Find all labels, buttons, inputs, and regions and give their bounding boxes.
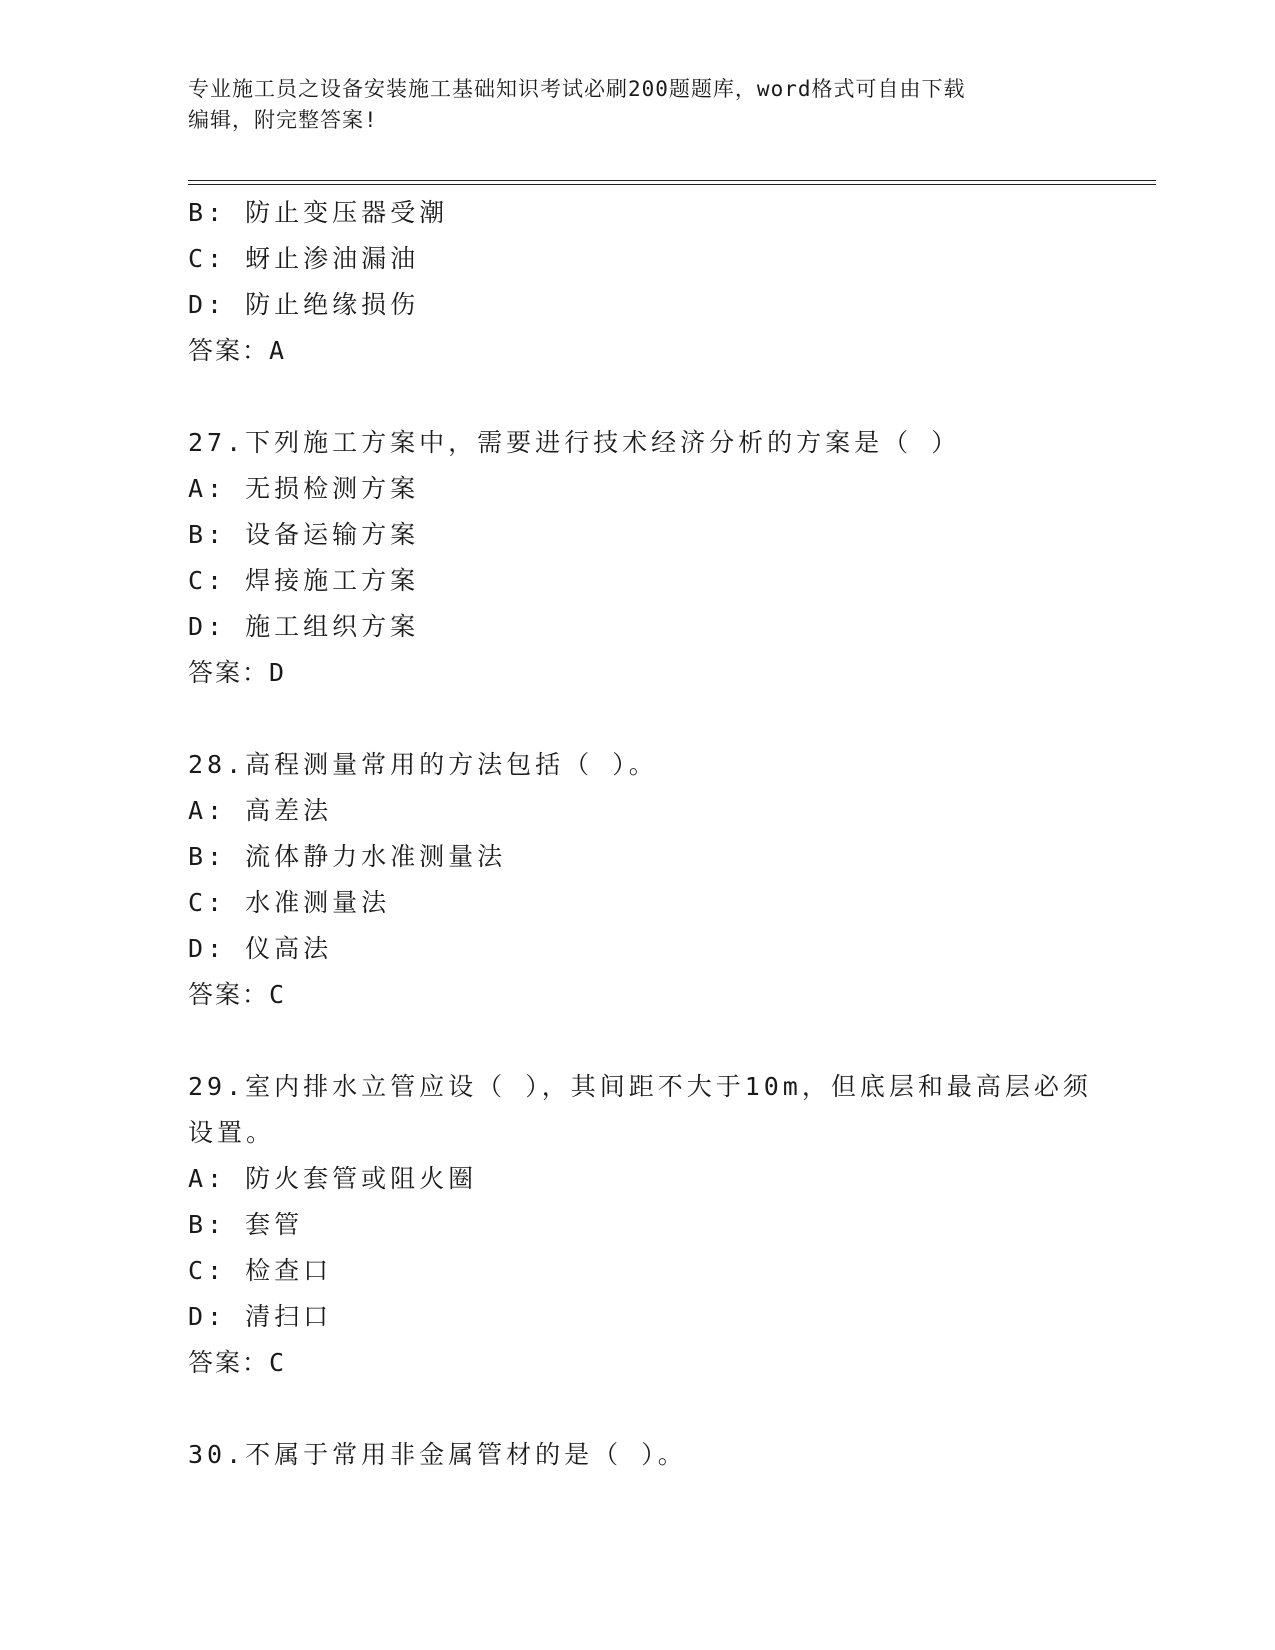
spacer: [188, 374, 1148, 420]
header-divider-top: [188, 180, 1156, 181]
option-c: C: 焊接施工方案: [188, 566, 420, 595]
answer-value: D: [269, 658, 287, 687]
header-divider-bottom: [188, 184, 1156, 185]
spacer: [188, 1386, 1148, 1432]
question-stem: 28.高程测量常用的方法包括（ ）。: [188, 750, 658, 779]
answer: 答案：A: [188, 336, 287, 365]
header-line-2: 编辑，附完整答案!: [188, 108, 378, 132]
question-30: [188, 1432, 1148, 1478]
option-a: A: 无损检测方案: [188, 474, 420, 503]
answer-value: C: [269, 980, 287, 1009]
question-list: [188, 190, 1148, 1478]
question-27: [188, 420, 1148, 696]
option-b: B: 设备运输方案: [188, 520, 420, 549]
option-b: B: 防止变压器受潮: [188, 198, 449, 227]
question-26-tail: [188, 190, 1148, 374]
answer: 答案：C: [188, 980, 287, 1009]
answer-value: A: [269, 336, 287, 365]
option-a: A: 防火套管或阻火圈: [188, 1164, 478, 1193]
question-28: [188, 742, 1148, 1018]
option-d: D: 仪高法: [188, 934, 333, 963]
question-stem: 30.不属于常用非金属管材的是（ ）。: [188, 1440, 687, 1469]
question-stem: 27.下列施工方案中，需要进行技术经济分析的方案是（ ）: [188, 428, 961, 457]
spacer: [188, 696, 1148, 742]
question-stem-line-1: 29.室内排水立管应设（ ），其间距不大于10m，但底层和最高层必须: [188, 1072, 1092, 1101]
header-line-1: 专业施工员之设备安装施工基础知识考试必刷200题题库，word格式可自由下载: [188, 77, 966, 101]
question-stem-line-2: 设置。: [188, 1118, 276, 1147]
option-a: A: 高差法: [188, 796, 333, 825]
option-d: D: 清扫口: [188, 1302, 333, 1331]
option-c: C: 蚜止渗油漏油: [188, 244, 420, 273]
option-c: C: 检查口: [188, 1256, 333, 1285]
option-b: B: 流体静力水准测量法: [188, 842, 507, 871]
answer: 答案：C: [188, 1348, 287, 1377]
spacer: [188, 1018, 1148, 1064]
answer-value: C: [269, 1348, 287, 1377]
option-d: D: 施工组织方案: [188, 612, 420, 641]
option-c: C: 水准测量法: [188, 888, 391, 917]
document-header: [188, 74, 1088, 136]
question-29: [188, 1064, 1148, 1386]
answer: 答案：D: [188, 658, 287, 687]
option-d: D: 防止绝缘损伤: [188, 290, 420, 319]
option-b: B: 套管: [188, 1210, 304, 1239]
